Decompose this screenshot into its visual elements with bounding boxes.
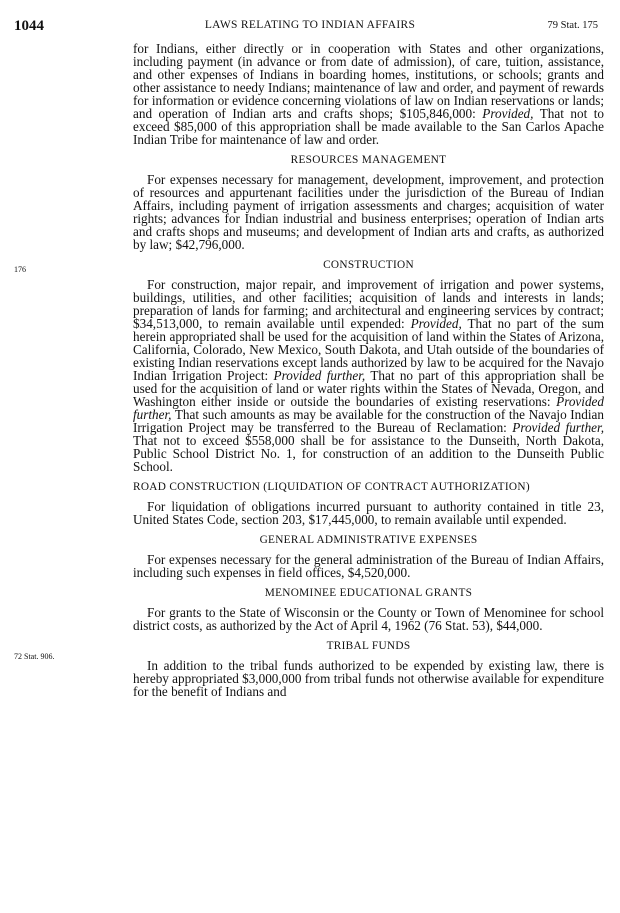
paragraph-construction: For construction, major repair, and improvement of irrigation and power systems, buildings, utilities, and other facilities; acquisition of lands and interests in lands; preparation of lands for farming; and architectural and engineering services by contract; $34,513,000, to remain available until expended: Provided, That no part of the sum herein appropriated shall be used for the acquisition of land within the States of Arizona, California, Colorado, New Mexico, South Dakota, and Utah outside of the boundaries of existing Indian reservations except lands authorized by law to be acquired for the Navajo Indian Irrigation Project: Provided further, That no part of this appropriation shall be used for the acquisition of land or water rights within the States of Nevada, Oregon, and Washington either inside or outside the boundaries of existing reservations: Provided further, That such amounts as may be available for the construction of the Navajo Indian Irrigation Project may be transferred to the Bureau of Reclamation: Provided further, That not to exceed $558,000 shall be for assistance to the Dunseith, North Dakota, Public School District No. 1, for construction of an addition to the Dunseith Public School. [133, 277, 605, 474]
heading-menominee-grants: MENOMINEE EDUCATIONAL GRANTS [264, 587, 473, 599]
paragraph-menominee-grants: For grants to the State of Wisconsin or the County or Town of Menominee for school district costs, as authorized by the Act of April 4, 1962 (76 Stat. 53), $44,000. [133, 605, 604, 633]
page-number: 1044 [14, 18, 44, 34]
heading-general-administrative: GENERAL ADMINISTRATIVE EXPENSES [259, 534, 478, 546]
paragraph-road-construction: For liquidation of obligations incurred pursuant to authority contained in title 23, United States Code, section 203, $17,445,000, to remain available until expended. [133, 499, 604, 527]
heading-resources-management: RESOURCES MANAGEMENT [290, 154, 447, 166]
running-header [0, 18, 620, 34]
running-title: LAWS RELATING TO INDIAN AFFAIRS [204, 19, 416, 31]
stat-reference: 79 Stat. 175 [547, 20, 598, 31]
heading-construction: CONSTRUCTION [323, 259, 414, 271]
margin-note-176: 176 [14, 265, 26, 274]
margin-note-72-stat: 72 Stat. 906. [14, 652, 55, 661]
body-column [133, 42, 604, 698]
paragraph-general-administrative: For expenses necessary for the general administration of the Bureau of Indian Affairs, including such expenses in field offices, $4,520,000. [133, 552, 604, 580]
paragraph-resources-management: For expenses necessary for management, development, improvement, and protection of resources and appurtenant facilities under the jurisdiction of the Bureau of Indian Affairs, including payment of irrigation assessments and charges; acquisition of water rights; advances for Indian industrial and business enterprises; operation of Indian arts and crafts shops and museums; and development of Indian arts and crafts, as authorized by law; $42,796,000. [133, 172, 604, 252]
heading-tribal-funds: TRIBAL FUNDS [326, 640, 411, 652]
section-paragraph-continued: for Indians, either directly or in cooperation with States and other organizations, including payment (in advance or from date of admission), of care, tuition, assistance, and other expenses of Indians in boarding homes, institutions, or schools; grants and other assistance to needy Indians; maintenance of law and order, and payment of rewards for information or evidence concerning violations of law on Indian reservations or lands; and operation of Indian arts and crafts shops; $105,846,000: Provided, That not to exceed $85,000 of this appropriation shall be made available to the San Carlos Apache Indian Tribe for maintenance of law and order. [133, 41, 604, 147]
heading-road-construction: ROAD CONSTRUCTION (LIQUIDATION OF CONTRACT AUTHORIZATION) [133, 481, 530, 493]
paragraph-tribal-funds: In addition to the tribal funds authorized to be expended by existing law, there is hereby appropriated $3,000,000 from tribal funds not otherwise available for expenditure for the benefit of Indians and [133, 658, 604, 699]
